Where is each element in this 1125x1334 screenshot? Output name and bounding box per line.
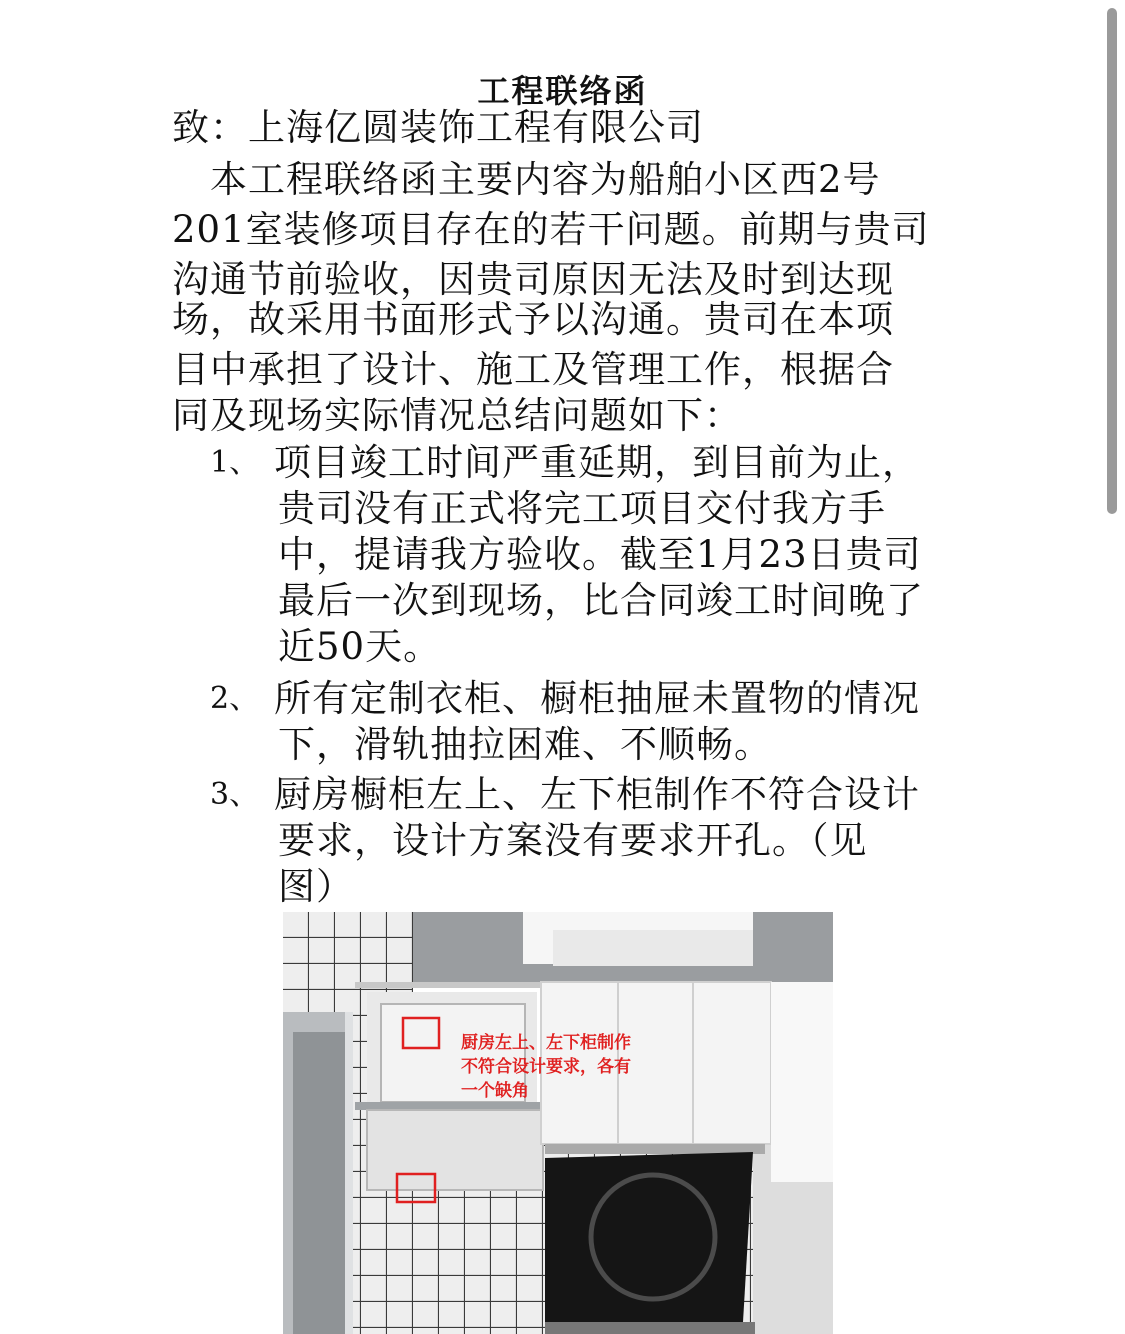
photo-annotation-line: 一个缺角 (461, 1081, 529, 1101)
intro-line: 目中承担了设计、施工及管理工作，根据合 (172, 348, 894, 391)
list-item-line: 所有定制衣柜、橱柜抽屉未置物的情况 (274, 677, 920, 720)
list-item-line: 最后一次到现场，比合同竣工时间晚了 (278, 579, 924, 622)
list-item-number: 2、 (210, 681, 260, 716)
photo-annotation-line: 厨房左上、左下柜制作 (461, 1033, 631, 1053)
addressee-line: 致：上海亿圆装饰工程有限公司 (172, 106, 704, 149)
kitchen-cabinet-photo (283, 912, 833, 1334)
intro-line: 201室装修项目存在的若干问题。前期与贵司 (172, 208, 930, 251)
intro-line: 场，故采用书面形式予以沟通。贵司在本项 (172, 298, 894, 341)
list-item-line: 项目竣工时间严重延期，到目前为止， (274, 441, 920, 484)
intro-line: 沟通节前验收，因贵司原因无法及时到达现 (172, 258, 894, 301)
list-item-line: 图） (278, 865, 354, 908)
list-item-line: 近50天。 (278, 625, 442, 668)
photo-annotation-line: 不符合设计要求，各有 (461, 1057, 631, 1077)
intro-line: 同及现场实际情况总结问题如下： (172, 394, 742, 437)
list-item-number: 3、 (210, 777, 260, 812)
list-item-line: 厨房橱柜左上、左下柜制作不符合设计 (274, 773, 920, 816)
list-item-line: 要求，设计方案没有要求开孔。（见 (278, 819, 868, 862)
list-item-line: 贵司没有正式将完工项目交付我方手 (278, 487, 886, 530)
intro-line: 本工程联络函主要内容为船舶小区西2号 (172, 158, 881, 201)
list-item-line: 中，提请我方验收。截至1月23日贵司 (278, 533, 922, 576)
vertical-scrollbar[interactable] (1107, 8, 1117, 514)
list-item-line: 下，滑轨抽拉困难、不顺畅。 (278, 723, 772, 766)
list-item-number: 1、 (210, 445, 260, 480)
document-title: 工程联络函 (477, 72, 648, 110)
